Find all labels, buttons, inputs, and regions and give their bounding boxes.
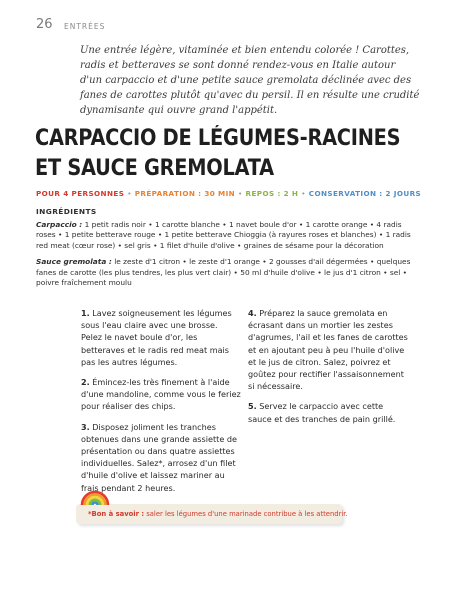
- recipe-title-line-1: CARPACCIO DE LÉGUMES-RACINES: [35, 126, 401, 151]
- step-text: Lavez soigneusement les légumes sous l'eau claire avec une brosse. Pelez le navet boule d'or, les betteraves et le radis red meat mais pas les autres légumes.: [81, 308, 232, 367]
- meta-persons: POUR 4 PERSONNES: [36, 189, 125, 198]
- intro-paragraph: Une entrée légère, vitaminée et bien entendu colorée ! Carottes, radis et betteraves se sont donné rendez-vous en Italie autour d'un carpaccio et d'une petite sauce gremolata déclinée avec des fanes de carottes plutôt qu'avec du persil. Il en résulte une crudité dynamisante qui ouvre grand l'appétit.: [80, 45, 420, 116]
- step-1: [81, 307, 241, 368]
- ingredients-heading: INGRÉDIENTS: [36, 207, 97, 216]
- tip-title: *Bon à savoir :: [88, 510, 145, 518]
- carpaccio-label: Carpaccio :: [36, 219, 83, 229]
- carpaccio-text: 1 petit radis noir • 1 carotte blanche • 1 navet boule d'or • 1 carotte orange • 4 radis roses • 1 petite betterave rouge • 1 petite betterave Chioggia (à rayures roses et blanches) • 1 radis red meat (cœur rose) • sel gris • 1 filet d'huile d'olive • graines de sésame pour la décoration: [36, 219, 411, 250]
- step-text: Émincez-les très finement à l'aide d'une mandoline, comme vous le feriez pour réaliser des chips.: [81, 377, 241, 412]
- step-text: Préparez la sauce gremolata en écrasant dans un mortier les zestes d'agrumes, l'ail et les fanes de carottes et en ajoutant peu à peu l'huile d'olive et le jus de citron. Salez, poivrez et goûtez pour rectifier l'assaisonnement si nécessaire.: [248, 308, 408, 392]
- step-3: [81, 421, 241, 494]
- steps-column-left: [81, 307, 241, 502]
- steps-column-right: [248, 307, 408, 433]
- ingredients-section: [36, 207, 421, 295]
- meta-repos: REPOS : 2 H: [245, 189, 299, 198]
- step-5: [248, 400, 408, 424]
- step-number: 4.: [248, 308, 257, 318]
- tip-text: saler les légumes d'une marinade contribue à les attendrir.: [144, 510, 348, 518]
- meta-separator: •: [301, 189, 306, 198]
- meta-separator: •: [127, 189, 132, 198]
- step-number: 2.: [81, 377, 90, 388]
- section-label: ENTRÉES: [64, 22, 106, 31]
- ingredients-carpaccio: [36, 220, 421, 252]
- sauce-text: le zeste d'1 citron • le zeste d'1 orange • 2 gousses d'ail dégermées • quelques fanes de carotte (les plus tendres, les plus vert clair) • 50 ml d'huile d'olive • le jus d'1 citron • sel • poivre fraîchement moulu: [36, 257, 411, 287]
- step-number: 5.: [248, 401, 257, 412]
- ingredients-sauce: [36, 257, 421, 289]
- tip-box: [76, 504, 348, 524]
- recipe-meta: [36, 189, 436, 198]
- meta-conservation: CONSERVATION : 2 JOURS: [308, 189, 422, 198]
- recipe-title: [35, 124, 401, 184]
- sauce-label: Sauce gremolata :: [36, 257, 112, 266]
- step-text: Servez le carpaccio avec cette sauce et des tranches de pain grillé.: [248, 401, 396, 424]
- meta-separator: •: [238, 189, 243, 198]
- rainbow-icon: [80, 488, 110, 506]
- page-number: 26: [36, 17, 53, 32]
- step-number: 1.: [81, 308, 90, 318]
- meta-preparation: PRÉPARATION : 30 MIN: [134, 189, 236, 198]
- step-number: 3.: [81, 421, 90, 432]
- recipe-title-line-2: ET SAUCE GREMOLATA: [35, 156, 274, 181]
- step-4: [248, 307, 408, 392]
- step-text: Disposez joliment les tranches obtenues dans une grande assiette de présentation ou dans quatre assiettes individuelles. Salez*, arrosez d'un filet d'huile d'olive et laissez mariner au frais pendant 2 heures.: [81, 421, 237, 493]
- step-2: [81, 376, 241, 413]
